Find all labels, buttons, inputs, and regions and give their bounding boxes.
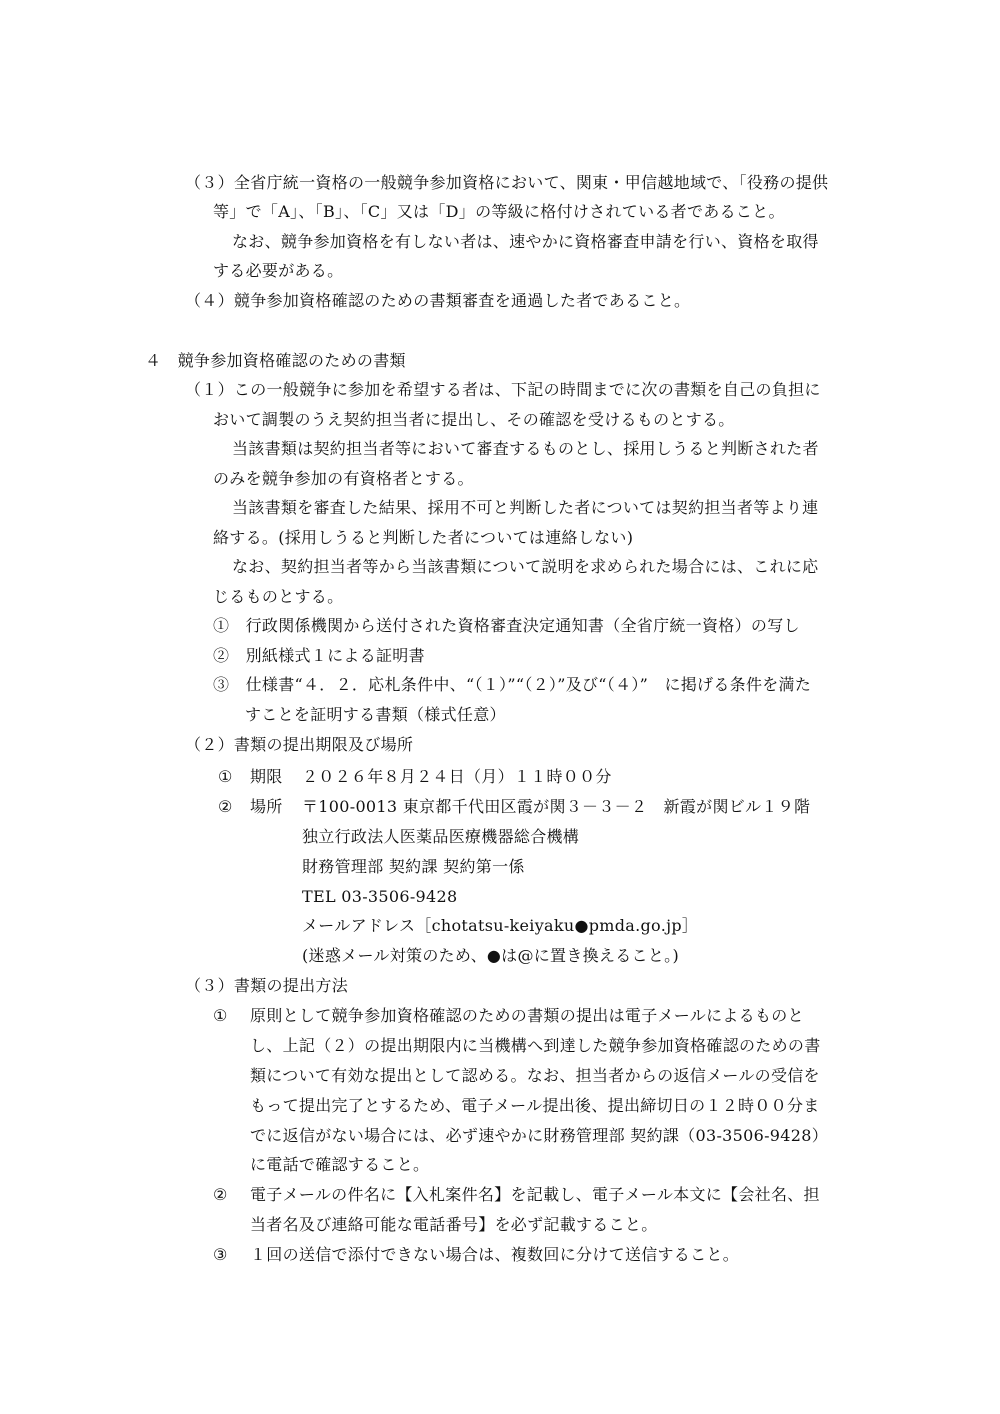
p1-line4: のみを競争参加の有資格者とする。 — [213, 469, 474, 488]
p2-place-telephone: TEL 03-3506-9428 — [302, 887, 458, 906]
p2-place-label: 場所 — [250, 797, 283, 816]
p3-item2-number: ② — [213, 1185, 228, 1204]
p2-deadline-number: ① — [218, 767, 233, 786]
p2-place-address: 〒100-0013 東京都千代田区霞が関３－３－２ 新霞が関ビル１９階 — [302, 797, 811, 816]
p1-line1: （１）この一般競争に参加を希望する者は、下記の時間までに次の書類を自己の負担に — [185, 380, 821, 399]
p2-place-department: 財務管理部 契約課 契約第一係 — [302, 857, 525, 876]
p1-item3-line2: すことを証明する書類（様式任意） — [245, 705, 506, 724]
p3-heading: （３）書類の提出方法 — [185, 976, 349, 995]
p1-line2: おいて調製のうえ契約担当者に提出し、その確認を受けるものとする。 — [213, 410, 735, 429]
p1-line6: 絡する。(採用しうると判断した者については連絡しない) — [213, 528, 634, 547]
p3-item3-number: ③ — [213, 1245, 228, 1264]
p3-item2-line1: 電子メールの件名に【入札案件名】を記載し、電子メール本文に【会社名、担 — [250, 1185, 820, 1204]
p2-deadline-label: 期限 — [250, 767, 283, 786]
section4-heading: ４ 競争参加資格確認のための書類 — [145, 351, 406, 370]
p3-item1-line1: 原則として競争参加資格確認のための書類の提出は電子メールによるものと — [250, 1006, 804, 1025]
p2-place-email: メールアドレス［chotatsu-keiyaku●pmda.go.jp］ — [302, 916, 699, 935]
item3-line1: （３）全省庁統一資格の一般競争参加資格において、関東・甲信越地域で、「役務の提供 — [185, 173, 829, 192]
p3-item1-number: ① — [213, 1006, 228, 1025]
p2-place-email-note: (迷惑メール対策のため、●は@に置き換えること。) — [302, 946, 679, 965]
p1-item1: ① 行政関係機関から送付された資格審査決定通知書（全省庁統一資格）の写し — [213, 616, 800, 635]
p1-item3-line1: ③ 仕様書“４．２．応札条件中、“（１）”“（２）”及び“（４）” に掲げる条件を満た — [213, 675, 812, 694]
item3-line2: 等」で「A」、「B」、「C」又は「D」の等級に格付けされている者であること。 — [213, 202, 785, 221]
p3-item3-line1: １回の送信で添付できない場合は、複数回に分けて送信すること。 — [250, 1245, 740, 1264]
p3-item1-line6: に電話で確認すること。 — [250, 1155, 430, 1174]
p3-item1-line3: 類について有効な提出として認める。なお、担当者からの返信メールの受信を — [250, 1066, 820, 1085]
p2-deadline-value: ２０２６年８月２４日（月）１１時００分 — [302, 767, 612, 786]
p2-place-organization: 独立行政法人医薬品医療機器総合機構 — [302, 827, 580, 846]
p3-item1-line2: し、上記（２）の提出期限内に当機構へ到達した競争参加資格確認のための書 — [250, 1036, 821, 1055]
p1-line5: 当該書類を審査した結果、採用不可と判断した者については契約担当者等より連 — [232, 498, 819, 517]
p1-line8: じるものとする。 — [213, 587, 344, 606]
p1-line3: 当該書類は契約担当者等において審査するものとし、採用しうると判断された者 — [232, 439, 819, 458]
item3-note-line1: なお、競争参加資格を有しない者は、速やかに資格審査申請を行い、資格を取得 — [232, 232, 819, 251]
p3-item2-line2: 当者名及び連絡可能な電話番号】を必ず記載すること。 — [250, 1215, 658, 1234]
p3-item1-line4: もって提出完了とするため、電子メール提出後、提出締切日の１２時００分ま — [250, 1096, 820, 1115]
item4-line: （４）競争参加資格確認のための書類審査を通過した者であること。 — [185, 291, 691, 310]
p2-heading: （２）書類の提出期限及び場所 — [185, 735, 414, 754]
p1-item2: ② 別紙様式１による証明書 — [213, 646, 425, 665]
p3-item1-line5: でに返信がない場合には、必ず速やかに財務管理部 契約課（03-3506-9428） — [250, 1126, 828, 1145]
item3-note-line2: する必要がある。 — [213, 261, 344, 280]
p1-line7: なお、契約担当者等から当該書類について説明を求められた場合には、これに応 — [232, 557, 819, 576]
p2-place-number: ② — [218, 797, 233, 816]
